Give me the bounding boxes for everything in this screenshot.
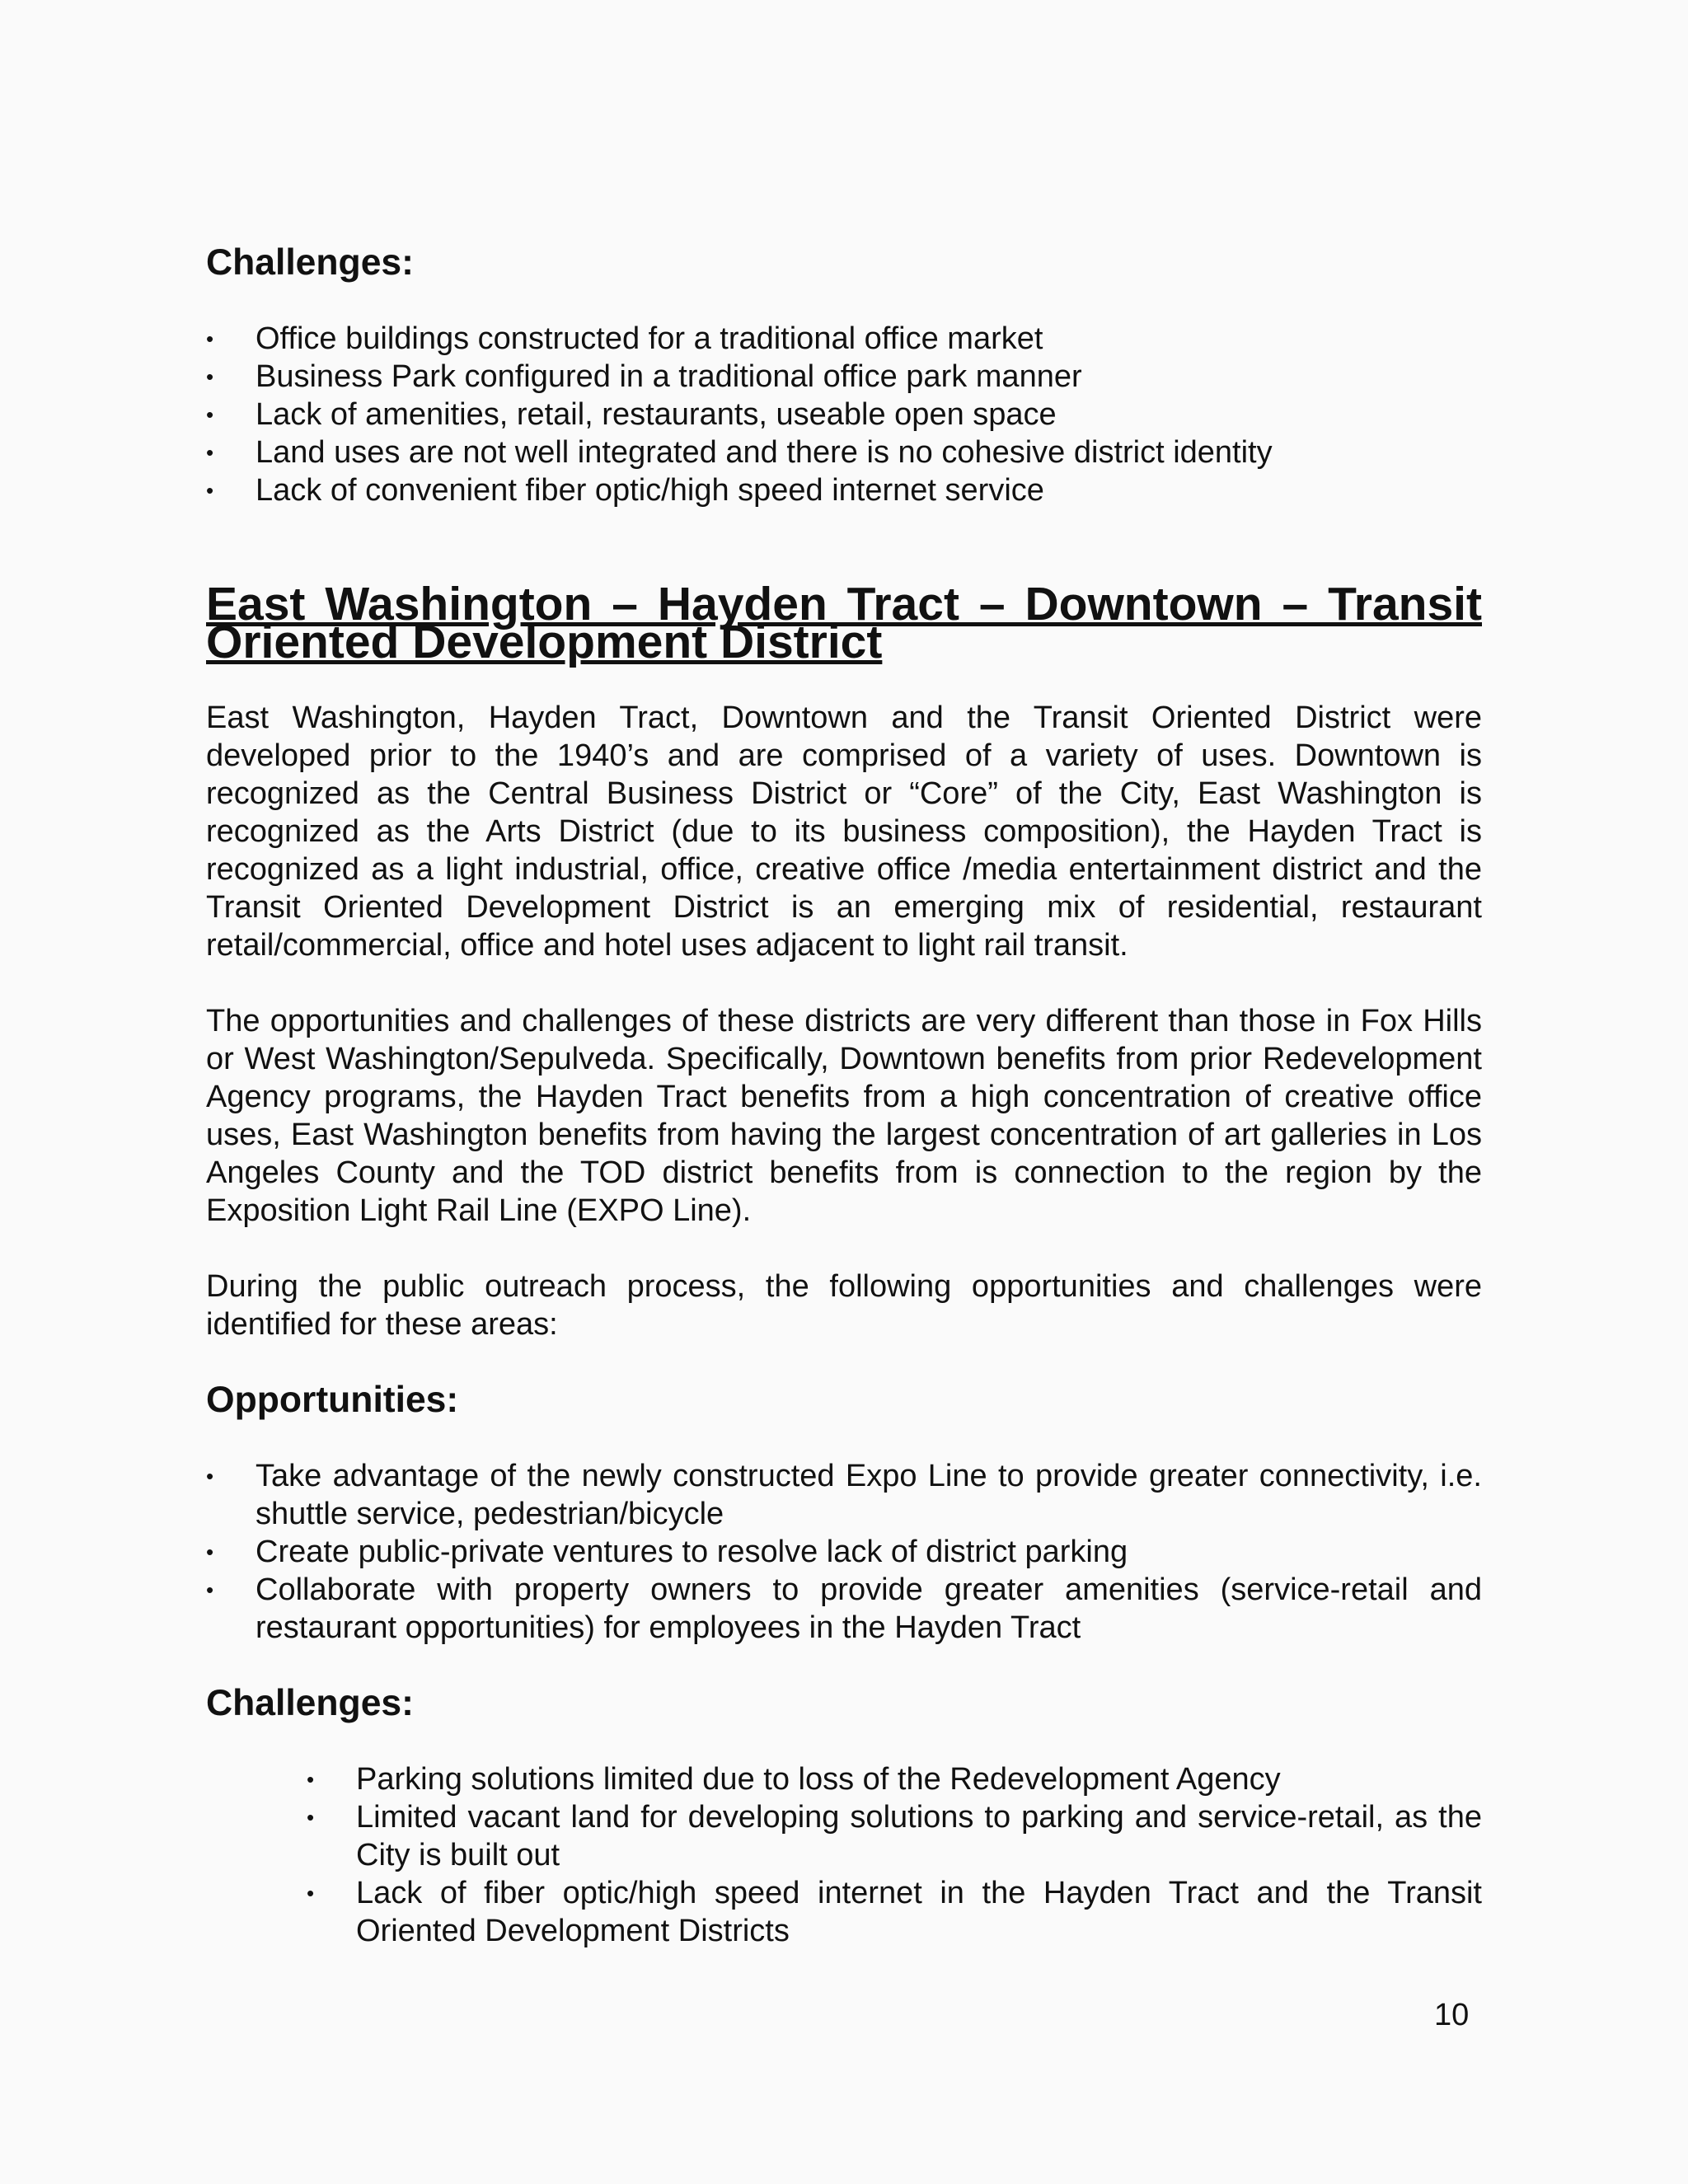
list-item: • Lack of amenities, retail, restaurants, useable open space xyxy=(206,397,1057,432)
bullet-icon: • xyxy=(206,440,214,465)
opportunities-heading: Opportunities: xyxy=(206,1380,459,1420)
opportunities-list xyxy=(206,1457,1482,1647)
list-item: • Parking solutions limited due to loss of the Redevelopment Agency xyxy=(307,1762,1281,1797)
bullet-icon: • xyxy=(206,1464,214,1488)
bullet-icon: • xyxy=(307,1767,315,1792)
body-paragraph: During the public outreach process, the following opportunities and challenges were identified for these areas: xyxy=(206,1269,1482,1342)
list-item: • Collaborate with property owners to provide greater amenities (service-retail and restaurant opportunities) for employees in the Hayden Tract xyxy=(206,1572,1482,1645)
list-item: • Take advantage of the newly constructed Expo Line to provide greater connectivity, i.e. shuttle service, pedestrian/bicycle xyxy=(206,1459,1482,1531)
bullet-icon: • xyxy=(206,364,214,389)
list-item: • Limited vacant land for developing solutions to parking and service-retail, as the City is built out xyxy=(307,1800,1482,1872)
list-item: • Office buildings constructed for a traditional office market xyxy=(206,321,1043,356)
bullet-icon: • xyxy=(206,326,214,351)
list-item: • Lack of convenient fiber optic/high speed internet service xyxy=(206,473,1044,508)
bullet-icon: • xyxy=(307,1881,315,1905)
challenges-heading: Challenges: xyxy=(206,1683,414,1723)
challenges-list xyxy=(206,320,1482,509)
bullet-icon: • xyxy=(307,1805,315,1830)
list-item: • Business Park configured in a traditional office park manner xyxy=(206,359,1082,394)
list-item: • Create public-private ventures to resolve lack of district parking xyxy=(206,1535,1128,1569)
challenges-heading: Challenges: xyxy=(206,242,414,283)
challenges-list xyxy=(206,1760,1482,1950)
section-title: East Washington – Hayden Tract – Downtown – Transit Oriented Development District xyxy=(206,578,1482,668)
bullet-icon: • xyxy=(206,1577,214,1602)
list-item: • Land uses are not well integrated and there is no cohesive district identity xyxy=(206,435,1273,470)
body-paragraph: The opportunities and challenges of these districts are very different than those in Fox Hills or West Washington/Sepulveda. Specifically, Downtown benefits from prior Redevelopment Agency programs, the Hayden Tract benefits from a high concentration of creative office uses, East Washington benefits from having the largest concentration of art galleries in Los Angeles County and the TOD district benefits from is connection to the region by the Exposition Light Rail Line (EXPO Line). xyxy=(206,1004,1482,1228)
bullet-icon: • xyxy=(206,478,214,503)
list-item: • Lack of fiber optic/high speed internet in the Hayden Tract and the Transit Oriented Development Districts xyxy=(307,1876,1482,1948)
bullet-icon: • xyxy=(206,1540,214,1564)
page-number: 10 xyxy=(1434,1998,1470,2032)
body-paragraph: East Washington, Hayden Tract, Downtown and the Transit Oriented District were developed prior to the 1940’s and are comprised of a variety of uses. Downtown is recognized as the Central Business District or “Core” of the City, East Washington is recognized as the Arts District (due to its business composition), the Hayden Tract is recognized as a light industrial, office, creative office /media entertainment district and the Transit Oriented Development District is an emerging mix of residential, restaurant retail/commercial, office and hotel uses adjacent to light rail transit. xyxy=(206,701,1482,963)
bullet-icon: • xyxy=(206,402,214,427)
document-page xyxy=(206,244,1482,1950)
